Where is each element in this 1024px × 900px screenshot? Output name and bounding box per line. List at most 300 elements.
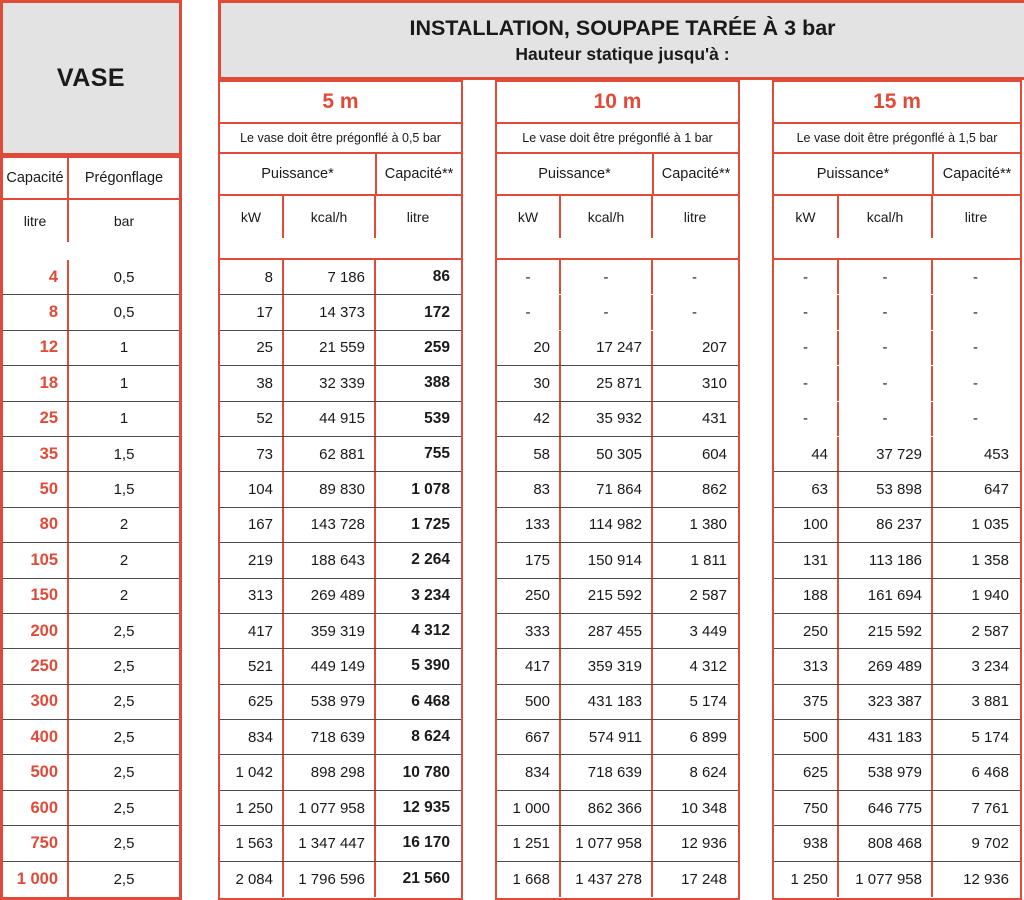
table-row	[497, 614, 738, 649]
table-cell: 207	[651, 331, 736, 365]
table-row	[774, 579, 1020, 614]
table-cell: 834	[524, 764, 550, 782]
table-cell: 1 000	[512, 799, 550, 817]
table-cell: -	[837, 366, 931, 400]
header-capacite: Capacité	[6, 170, 64, 186]
table-row	[774, 614, 1020, 649]
table-row	[774, 331, 1020, 366]
table-cell: -	[931, 366, 1018, 400]
data-body-5m	[218, 260, 463, 900]
table-cell: 38	[256, 374, 273, 392]
table-cell: 9 702	[931, 826, 1018, 860]
table-cell: 25 871	[559, 366, 651, 400]
table-cell: 21 559	[282, 331, 374, 365]
table-row	[220, 260, 461, 295]
table-row	[220, 579, 461, 614]
table-row	[774, 862, 1020, 897]
table-row	[774, 508, 1020, 543]
table-cell: 604	[651, 437, 736, 471]
table-cell: 5 174	[931, 720, 1018, 754]
table-cell: 2 587	[651, 579, 736, 613]
table-row	[774, 649, 1020, 684]
subheader-puissance-10m: Puissance*	[538, 166, 611, 182]
table-cell: 8	[264, 268, 273, 286]
table-cell: -	[803, 374, 808, 392]
table-cell: 200	[30, 621, 58, 640]
table-row	[774, 366, 1020, 401]
table-cell: 2,5	[67, 862, 179, 897]
table-cell: 131	[802, 551, 828, 569]
table-cell: 86	[374, 260, 459, 294]
table-cell: 646 775	[837, 791, 931, 825]
table-cell: 35 932	[559, 402, 651, 436]
table-row	[497, 331, 738, 366]
table-cell: -	[525, 304, 531, 322]
table-cell: -	[651, 295, 736, 329]
table-row	[3, 720, 179, 755]
table-cell: 25	[256, 339, 273, 357]
table-cell: 3 449	[651, 614, 736, 648]
table-cell: -	[803, 410, 808, 428]
table-cell: 32 339	[282, 366, 374, 400]
banner-title-line1: INSTALLATION, SOUPAPE TARÉE À 3 bar	[409, 16, 836, 41]
table-row	[497, 791, 738, 826]
unit-kw-5m: kW	[240, 209, 262, 225]
table-row	[774, 791, 1020, 826]
table-row	[774, 543, 1020, 578]
table-cell: 30	[533, 374, 550, 392]
table-row	[3, 755, 179, 790]
header-pregonflage: Prégonflage	[67, 158, 179, 198]
table-cell: 58	[533, 445, 550, 463]
table-cell: 2	[67, 579, 179, 613]
table-cell: 2,5	[67, 685, 179, 719]
table-cell: 63	[811, 481, 828, 499]
table-cell: 73	[256, 445, 273, 463]
table-row	[3, 862, 179, 897]
table-cell: 1	[67, 331, 179, 365]
table-cell: 1,5	[67, 472, 179, 506]
table-cell: 12	[39, 338, 58, 357]
table-row	[3, 543, 179, 578]
table-row	[3, 295, 179, 330]
table-cell: 2,5	[67, 649, 179, 683]
table-cell: 8 624	[651, 755, 736, 789]
table-row	[774, 755, 1020, 790]
table-cell: -	[931, 295, 1018, 329]
table-row	[3, 472, 179, 507]
table-cell: 834	[247, 728, 273, 746]
group-note-15m: Le vase doit être prégonflé à 1,5 bar	[774, 124, 1020, 154]
table-cell: 188	[802, 587, 828, 605]
table-row	[220, 755, 461, 790]
table-cell: 0,5	[67, 295, 179, 329]
table-cell: 388	[374, 366, 459, 400]
table-row	[220, 826, 461, 861]
subheader-puissance-5m: Puissance*	[261, 166, 334, 182]
table-cell: 431	[651, 402, 736, 436]
table-cell: 8	[48, 303, 58, 322]
installation-banner	[218, 0, 1024, 80]
table-cell: 44	[811, 445, 828, 463]
table-cell: 417	[524, 657, 550, 675]
table-row	[3, 437, 179, 472]
table-cell: 50 305	[559, 437, 651, 471]
table-row	[497, 826, 738, 861]
table-row	[497, 366, 738, 401]
table-row	[497, 720, 738, 755]
table-cell: 133	[524, 516, 550, 534]
table-cell: 600	[30, 798, 58, 817]
table-cell: 750	[802, 799, 828, 817]
subheader-capacite-15m: Capacité**	[932, 154, 1020, 194]
table-cell: -	[837, 260, 931, 294]
table-cell: 755	[374, 437, 459, 471]
table-cell: 1 563	[235, 834, 273, 852]
group-header-15m	[772, 80, 1022, 260]
table-row	[3, 508, 179, 543]
table-cell: 417	[247, 622, 273, 640]
table-cell: 1 042	[235, 764, 273, 782]
data-body-15m	[772, 260, 1022, 900]
table-cell: 100	[802, 516, 828, 534]
table-cell: 862 366	[559, 791, 651, 825]
table-cell: 431 183	[837, 720, 931, 754]
table-cell: 521	[247, 657, 273, 675]
table-row	[220, 508, 461, 543]
table-cell: 718 639	[559, 755, 651, 789]
table-cell: 3 234	[931, 649, 1018, 683]
table-row	[3, 402, 179, 437]
table-cell: 219	[247, 551, 273, 569]
table-cell: 1 250	[235, 799, 273, 817]
table-cell: 1 250	[790, 870, 828, 888]
table-row	[220, 402, 461, 437]
table-cell: 104	[247, 481, 273, 499]
table-cell: 250	[802, 622, 828, 640]
table-cell: -	[931, 260, 1018, 294]
table-row	[220, 614, 461, 649]
table-cell: 215 592	[837, 614, 931, 648]
table-cell: 310	[651, 366, 736, 400]
table-cell: 14 373	[282, 295, 374, 329]
table-cell: -	[803, 268, 808, 286]
table-cell: 86 237	[837, 508, 931, 542]
table-cell: 6 468	[931, 755, 1018, 789]
table-row	[3, 331, 179, 366]
table-cell: 898 298	[282, 755, 374, 789]
table-row	[497, 437, 738, 472]
table-cell: -	[559, 260, 651, 294]
table-cell: 4 312	[651, 649, 736, 683]
group-distance-5m: 5 m	[220, 82, 461, 124]
group-units-10m	[497, 196, 738, 238]
table-cell: 16 170	[374, 826, 459, 860]
table-row	[3, 366, 179, 401]
unit-kw-10m: kW	[517, 209, 539, 225]
vase-data-body	[0, 260, 182, 900]
table-row	[220, 862, 461, 897]
table-cell: 250	[30, 656, 58, 675]
table-row	[774, 720, 1020, 755]
table-cell: 161 694	[837, 579, 931, 613]
table-cell: 10 348	[651, 791, 736, 825]
table-cell: 1 077 958	[282, 791, 374, 825]
table-cell: -	[651, 260, 736, 294]
table-cell: 143 728	[282, 508, 374, 542]
table-cell: 453	[931, 437, 1018, 471]
table-cell: 175	[524, 551, 550, 569]
table-cell: 539	[374, 402, 459, 436]
table-row	[497, 755, 738, 790]
table-row	[497, 508, 738, 543]
table-cell: 1 347 447	[282, 826, 374, 860]
table-row	[497, 649, 738, 684]
group-note-5m: Le vase doit être prégonflé à 0,5 bar	[220, 124, 461, 154]
table-row	[220, 685, 461, 720]
table-cell: -	[803, 339, 808, 357]
table-cell: 71 864	[559, 472, 651, 506]
table-cell: 3 881	[931, 685, 1018, 719]
table-cell: 10 780	[374, 755, 459, 789]
table-cell: 5 174	[651, 685, 736, 719]
table-cell: 150 914	[559, 543, 651, 577]
table-cell: 7 186	[282, 260, 374, 294]
table-cell: 6 468	[374, 685, 459, 719]
table-cell: 1 251	[512, 834, 550, 852]
table-cell: 667	[524, 728, 550, 746]
vase-title: VASE	[56, 63, 126, 92]
table-row	[220, 791, 461, 826]
table-cell: 1 668	[512, 870, 550, 888]
table-cell: -	[559, 295, 651, 329]
table-cell: 1 078	[374, 472, 459, 506]
table-cell: 1 035	[931, 508, 1018, 542]
table-cell: 333	[524, 622, 550, 640]
vase-title-box	[0, 0, 182, 156]
table-row	[774, 437, 1020, 472]
table-cell: 17 247	[559, 331, 651, 365]
group-header-10m	[495, 80, 740, 260]
table-cell: 323 387	[837, 685, 931, 719]
table-row	[774, 685, 1020, 720]
table-cell: 359 319	[282, 614, 374, 648]
vase-header-row-units	[3, 200, 179, 242]
table-cell: 18	[39, 373, 58, 392]
table-row	[497, 260, 738, 295]
table-cell: 2,5	[67, 755, 179, 789]
table-cell: 12 936	[651, 826, 736, 860]
table-cell: 1 000	[16, 869, 58, 888]
subheader-puissance-15m: Puissance*	[816, 166, 890, 182]
table-cell: 938	[802, 834, 828, 852]
table-cell: 21 560	[374, 862, 459, 897]
table-row	[497, 579, 738, 614]
table-cell: 1 077 958	[837, 862, 931, 897]
table-row	[3, 649, 179, 684]
table-cell: 12 936	[931, 862, 1018, 897]
group-distance-10m: 10 m	[497, 82, 738, 124]
table-cell: 7 761	[931, 791, 1018, 825]
table-cell: 2 587	[931, 614, 1018, 648]
table-cell: 8 624	[374, 720, 459, 754]
table-cell: 2,5	[67, 720, 179, 754]
table-cell: -	[837, 295, 931, 329]
table-cell: 300	[30, 692, 58, 711]
group-subheader-10m	[497, 154, 738, 196]
table-row	[497, 862, 738, 897]
unit-kcal-15m: kcal/h	[837, 196, 931, 238]
table-cell: 862	[651, 472, 736, 506]
table-cell: 5 390	[374, 649, 459, 683]
table-cell: -	[931, 402, 1018, 436]
table-cell: 114 982	[559, 508, 651, 542]
subheader-capacite-10m: Capacité**	[652, 154, 738, 194]
table-cell: 2,5	[67, 791, 179, 825]
table-cell: 25	[39, 409, 58, 428]
table-cell: 269 489	[282, 579, 374, 613]
table-row	[774, 402, 1020, 437]
table-cell: 4	[48, 267, 58, 286]
table-cell: 42	[533, 410, 550, 428]
table-cell: 538 979	[837, 755, 931, 789]
table-row	[774, 295, 1020, 330]
table-cell: 1,5	[67, 437, 179, 471]
group-note-10m: Le vase doit être prégonflé à 1 bar	[497, 124, 738, 154]
table-cell: 2 264	[374, 543, 459, 577]
table-cell: 150	[30, 586, 58, 605]
table-cell: 250	[524, 587, 550, 605]
table-cell: 1	[67, 366, 179, 400]
group-units-15m	[774, 196, 1020, 238]
table-cell: 215 592	[559, 579, 651, 613]
table-cell: 1 358	[931, 543, 1018, 577]
table-cell: 1 437 278	[559, 862, 651, 897]
table-row	[220, 649, 461, 684]
table-cell: 313	[247, 587, 273, 605]
unit-kcal-5m: kcal/h	[282, 196, 374, 238]
table-cell: 62 881	[282, 437, 374, 471]
unit-litre-15m: litre	[931, 196, 1019, 238]
table-cell: 2	[67, 508, 179, 542]
table-cell: 1 940	[931, 579, 1018, 613]
table-cell: 17	[256, 304, 273, 322]
table-cell: 188 643	[282, 543, 374, 577]
table-cell: 105	[30, 550, 58, 569]
table-cell: 35	[39, 444, 58, 463]
table-cell: -	[837, 331, 931, 365]
table-row	[497, 472, 738, 507]
table-row	[3, 614, 179, 649]
table-row	[220, 543, 461, 578]
table-row	[3, 826, 179, 861]
table-row	[497, 295, 738, 330]
table-cell: 0,5	[67, 260, 179, 294]
table-row	[3, 260, 179, 295]
table-cell: 287 455	[559, 614, 651, 648]
table-cell: 52	[256, 410, 273, 428]
table-cell: 538 979	[282, 685, 374, 719]
group-subheader-15m	[774, 154, 1020, 196]
table-cell: 259	[374, 331, 459, 365]
table-cell: 80	[39, 515, 58, 534]
table-cell: 1 725	[374, 508, 459, 542]
table-cell: 574 911	[559, 720, 651, 754]
table-cell: 359 319	[559, 649, 651, 683]
group-distance-15m: 15 m	[774, 82, 1020, 124]
table-cell: 750	[30, 833, 58, 852]
table-row	[220, 720, 461, 755]
unit-capacite: litre	[23, 213, 47, 229]
table-row	[774, 826, 1020, 861]
table-cell: 17 248	[651, 862, 736, 897]
table-cell: 3 234	[374, 579, 459, 613]
table-cell: 89 830	[282, 472, 374, 506]
table-cell: 808 468	[837, 826, 931, 860]
table-cell: 718 639	[282, 720, 374, 754]
table-cell: 1 380	[651, 508, 736, 542]
table-cell: 625	[802, 764, 828, 782]
table-cell: 500	[524, 693, 550, 711]
table-cell: -	[803, 304, 808, 322]
group-subheader-5m	[220, 154, 461, 196]
table-row	[497, 402, 738, 437]
table-cell: 375	[802, 693, 828, 711]
unit-litre-5m: litre	[374, 196, 460, 238]
table-row	[774, 260, 1020, 295]
table-row	[497, 543, 738, 578]
group-units-5m	[220, 196, 461, 238]
table-cell: 1 796 596	[282, 862, 374, 897]
subheader-capacite-5m: Capacité**	[375, 154, 461, 194]
table-row	[220, 472, 461, 507]
table-cell: 50	[39, 480, 58, 499]
table-cell: 431 183	[559, 685, 651, 719]
table-cell: 2	[67, 543, 179, 577]
unit-pregonflage: bar	[67, 200, 179, 242]
table-row	[220, 366, 461, 401]
table-cell: 625	[247, 693, 273, 711]
table-row	[220, 437, 461, 472]
table-cell: 449 149	[282, 649, 374, 683]
table-row	[3, 579, 179, 614]
table-cell: 53 898	[837, 472, 931, 506]
unit-litre-10m: litre	[651, 196, 737, 238]
table-cell: 1	[67, 402, 179, 436]
table-cell: 2,5	[67, 614, 179, 648]
table-cell: 313	[802, 657, 828, 675]
table-row	[3, 791, 179, 826]
unit-kcal-10m: kcal/h	[559, 196, 651, 238]
table-cell: 172	[374, 295, 459, 329]
table-cell: -	[931, 331, 1018, 365]
group-header-5m	[218, 80, 463, 260]
table-cell: 83	[533, 481, 550, 499]
table-cell: 6 899	[651, 720, 736, 754]
table-cell: 4 312	[374, 614, 459, 648]
table-row	[774, 472, 1020, 507]
table-row	[3, 685, 179, 720]
table-cell: 113 186	[837, 543, 931, 577]
table-cell: 20	[533, 339, 550, 357]
unit-kw-15m: kW	[795, 209, 816, 225]
table-cell: 44 915	[282, 402, 374, 436]
table-row	[220, 331, 461, 366]
data-body-10m	[495, 260, 740, 900]
table-cell: 1 811	[651, 543, 736, 577]
vase-column-header	[0, 156, 182, 260]
table-cell: 37 729	[837, 437, 931, 471]
